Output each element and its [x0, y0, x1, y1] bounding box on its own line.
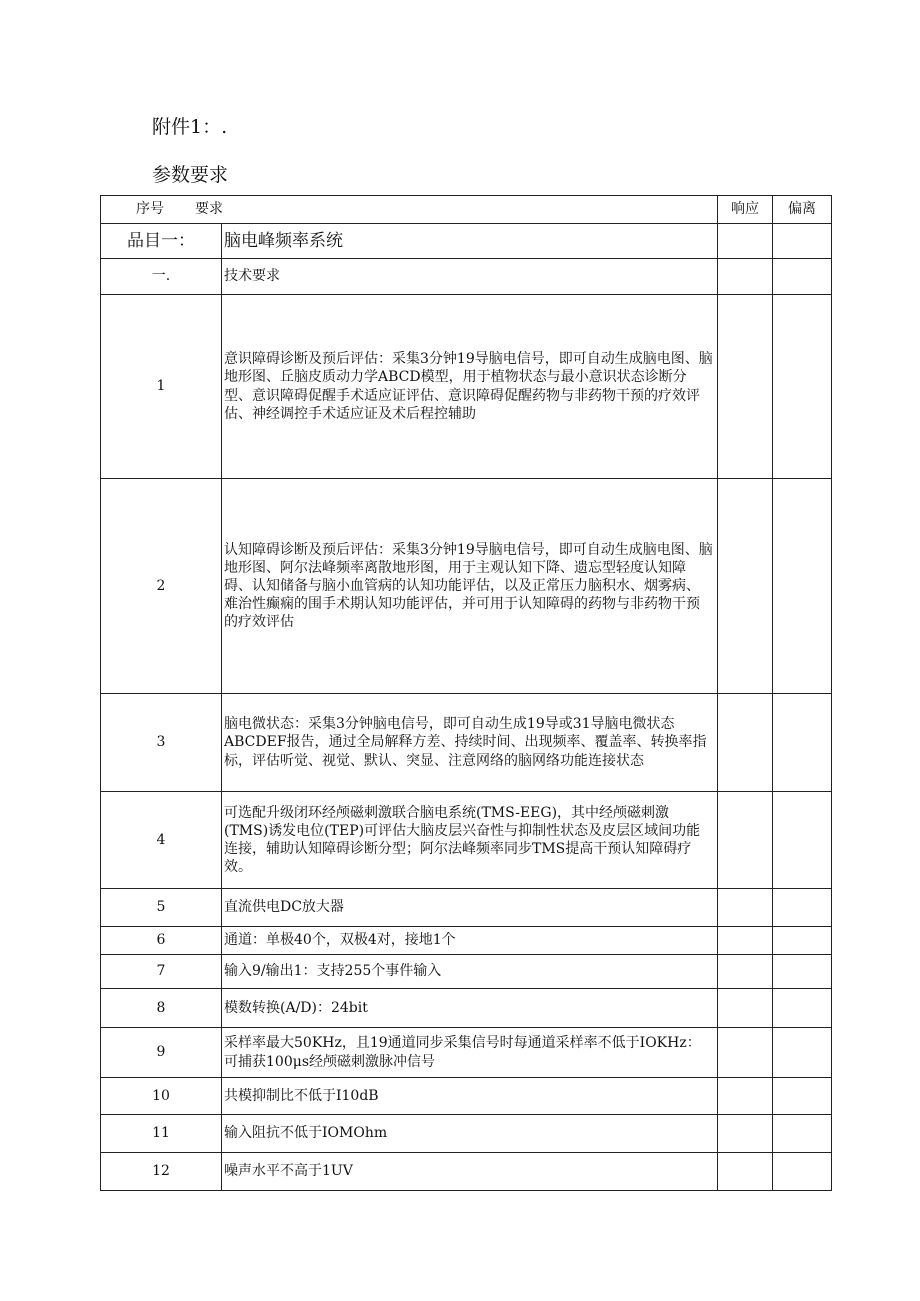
row-response-cell[interactable]	[718, 1115, 773, 1153]
row-index: 7	[101, 955, 222, 989]
header-seq-requirement	[101, 196, 718, 224]
header-response: 响应	[718, 196, 773, 224]
row-deviation-cell[interactable]	[773, 1078, 832, 1115]
row-text: 可选配升级闭环经颅磁刺激联合脑电系统(TMS-EEG)，其中经颅磁刺激(TMS)诱发电位(TEP)可评估大脑皮层兴奋性与抑制性状态及皮层区域间功能连接，辅助认知障碍诊断分型；阿尔法峰频率同步TMS提高干预认知障碍疗效。	[222, 792, 718, 889]
attachment-label: 附件1：.	[152, 116, 228, 138]
section-row	[101, 259, 832, 295]
row-response-cell[interactable]	[718, 792, 773, 889]
row-deviation-cell[interactable]	[773, 295, 832, 479]
row-response-cell[interactable]	[718, 889, 773, 927]
row-response-cell[interactable]	[718, 1153, 773, 1191]
category-name: 脑电峰频率系统	[222, 224, 718, 259]
table-row	[101, 1115, 832, 1153]
row-index: 2	[101, 479, 222, 694]
row-text: 噪声水平不高于1UV	[222, 1153, 718, 1191]
header-deviation: 偏离	[773, 196, 832, 224]
table-row	[101, 694, 832, 792]
row-response-cell[interactable]	[718, 1078, 773, 1115]
row-response-cell[interactable]	[718, 955, 773, 989]
table-row	[101, 1078, 832, 1115]
row-index: 12	[101, 1153, 222, 1191]
row-index: 1	[101, 295, 222, 479]
row-text: 意识障碍诊断及预后评估：采集3分钟19导脑电信号，即可自动生成脑电图、脑地形图、丘脑皮质动力学ABCD模型，用于植物状态与最小意识状态诊断分型、意识障碍促醒手术适应证评估、意识障碍促醒药物与非药物干预的疗效评估、神经调控手术适应证及术后程控辅助	[222, 295, 718, 479]
row-text: 采样率最大50KHz，且19通道同步采集信号时每通道采样率不低于IOKHz：可捕获100μs经颅磁刺激脉冲信号	[222, 1028, 718, 1078]
row-text: 输入9/输出1：支持255个事件输入	[222, 955, 718, 989]
row-response-cell[interactable]	[718, 479, 773, 694]
header-seq: 序号	[136, 201, 164, 218]
row-deviation-cell[interactable]	[773, 1115, 832, 1153]
table-header-row	[101, 196, 832, 224]
row-index: 3	[101, 694, 222, 792]
row-text: 输入阻抗不低于IOMOhm	[222, 1115, 718, 1153]
row-deviation-cell[interactable]	[773, 1028, 832, 1078]
row-response-cell[interactable]	[718, 694, 773, 792]
category-label: 品目一：	[101, 224, 222, 259]
row-deviation-cell[interactable]	[773, 694, 832, 792]
row-deviation-cell[interactable]	[773, 955, 832, 989]
row-response-cell[interactable]	[718, 1028, 773, 1078]
row-index: 8	[101, 989, 222, 1028]
row-deviation-cell[interactable]	[773, 792, 832, 889]
table-row	[101, 479, 832, 694]
row-index: 4	[101, 792, 222, 889]
table-row	[101, 1153, 832, 1191]
section-deviation-cell[interactable]	[773, 259, 832, 295]
row-index: 10	[101, 1078, 222, 1115]
table-row	[101, 295, 832, 479]
table-row	[101, 955, 832, 989]
row-index: 11	[101, 1115, 222, 1153]
section-response-cell[interactable]	[718, 259, 773, 295]
row-index: 9	[101, 1028, 222, 1078]
row-deviation-cell[interactable]	[773, 1153, 832, 1191]
row-response-cell[interactable]	[718, 295, 773, 479]
row-text: 模数转换(A/D)：24bit	[222, 989, 718, 1028]
row-text: 通道：单极40个，双极4对，接地1个	[222, 927, 718, 955]
row-response-cell[interactable]	[718, 927, 773, 955]
category-row	[101, 224, 832, 259]
row-deviation-cell[interactable]	[773, 479, 832, 694]
table-row	[101, 989, 832, 1028]
row-text: 共模抑制比不低于I10dB	[222, 1078, 718, 1115]
row-index: 6	[101, 927, 222, 955]
header-requirement: 要求	[195, 201, 223, 218]
section-title-cell: 技术要求	[222, 259, 718, 295]
table-row	[101, 927, 832, 955]
section-title: 参数要求	[152, 164, 229, 186]
row-response-cell[interactable]	[718, 989, 773, 1028]
row-deviation-cell[interactable]	[773, 989, 832, 1028]
row-deviation-cell[interactable]	[773, 927, 832, 955]
table-row	[101, 792, 832, 889]
category-deviation-cell[interactable]	[773, 224, 832, 259]
row-index: 5	[101, 889, 222, 927]
table-row	[101, 1028, 832, 1078]
requirements-table	[100, 195, 832, 1191]
row-text: 脑电微状态：采集3分钟脑电信号，即可自动生成19导或31导脑电微状态ABCDEF报告，通过全局解释方差、持续时间、出现频率、覆盖率、转换率指标，评估听觉、视觉、默认、突显、注意网络的脑网络功能连接状态	[222, 694, 718, 792]
row-text: 认知障碍诊断及预后评估：采集3分钟19导脑电信号，即可自动生成脑电图、脑地形图、阿尔法峰频率离散地形图，用于主观认知下降、遗忘型轻度认知障碍、认知储备与脑小血管病的认知功能评估，以及正常压力脑积水、烟雾病、难治性癫痫的围手术期认知功能评估，并可用于认知障碍的药物与非药物干预的疗效评估	[222, 479, 718, 694]
section-index: 一.	[101, 259, 222, 295]
row-text: 直流供电DC放大器	[222, 889, 718, 927]
row-deviation-cell[interactable]	[773, 889, 832, 927]
table-row	[101, 889, 832, 927]
category-response-cell[interactable]	[718, 224, 773, 259]
